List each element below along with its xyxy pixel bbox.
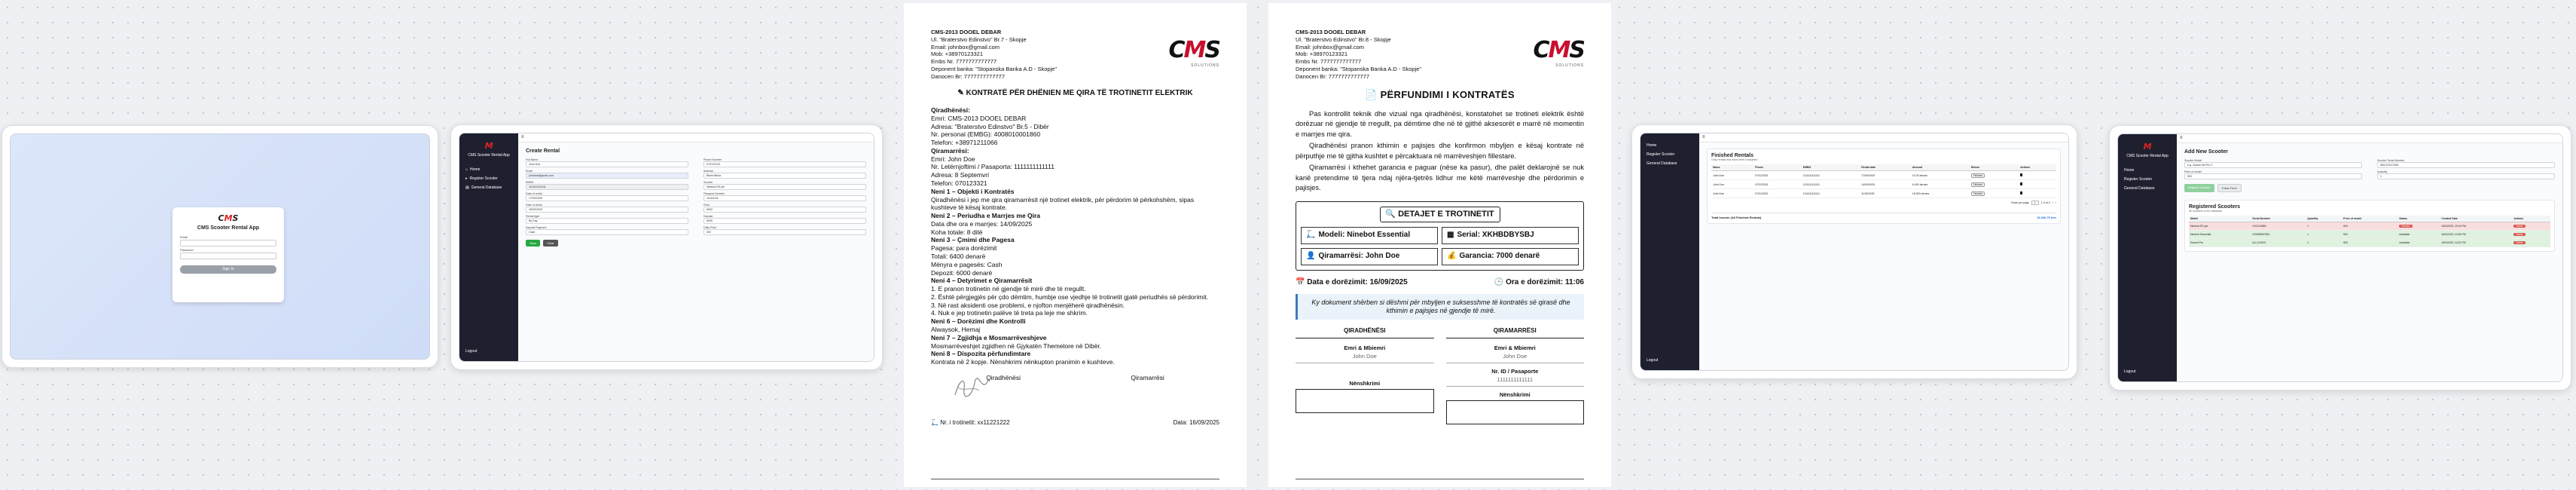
field-label: Deposit [704, 215, 713, 218]
login-card [172, 207, 284, 302]
table-cell: 6.400 denars [1911, 180, 1970, 189]
form-field [704, 215, 866, 224]
section-heading: Neni 1 – Objekti i Kontratës [931, 187, 1015, 195]
total-income-value: 13.400,75 den [2036, 216, 2056, 219]
next-page-icon[interactable]: › [2055, 201, 2056, 204]
form-field [526, 215, 688, 224]
contract-section [931, 317, 1219, 334]
header-line: Deponent banka: "Stopanska Banka A.D - Skopje" [931, 65, 1058, 72]
pagination: Rows per page 1 1-3 of 3 ‹ › [2011, 201, 2056, 204]
completion-note: Ky dokument shërben si dëshmi për mbyljen e suksesshme të kontratës së qirasë dhe kthimin e pajisjes në gjendje të mirë. [1296, 294, 1584, 320]
renter-field: 👤 Qiramarrësi: John Doe [1301, 248, 1438, 265]
field-label: Daily Price [704, 226, 717, 229]
form-field [704, 192, 866, 201]
header-line: Email: johnbox@gmail.com [1296, 43, 1364, 51]
panel-subtitle: Only rentals that have been completed [1711, 158, 1758, 161]
column-header: Return [1970, 164, 2019, 171]
topbar [2177, 134, 2562, 143]
trash-icon[interactable] [2020, 182, 2022, 185]
table-cell: John Doe [1711, 180, 1753, 189]
column-header: Rental date [1860, 164, 1911, 171]
topbar [518, 133, 874, 142]
finished-button[interactable]: Finished [1971, 191, 1985, 196]
total-income-row: Total Income (All Finished Rentals) 13.400,75 den [1711, 213, 2056, 219]
section-line: Depozit: 6000 denarë [931, 268, 993, 277]
column-header: Serial Number [2251, 216, 2306, 222]
finished-rentals-panel [1707, 149, 2061, 224]
section-line: Emri: CMS-2013 DOOEL DEBAR [931, 114, 1027, 122]
table-cell [2397, 231, 2440, 239]
section-heading: Neni 3 – Çmimi dhe Pagesa [931, 236, 1015, 244]
finished-rentals-table [1711, 164, 2056, 198]
logout-button[interactable]: Logout [465, 349, 478, 354]
column-header: Name [1711, 164, 1753, 171]
table-cell: 16/9/2025, 23:44 PM [2440, 222, 2512, 231]
section-line: Nr. personal (EMBG): 4008010001860 [931, 130, 1041, 139]
field-label: Date of rental [526, 192, 542, 195]
registered-scooters-panel [2184, 200, 2555, 252]
table-cell: 070123321 [1753, 180, 1802, 189]
table-cell [2512, 231, 2550, 239]
table-row [1711, 180, 2056, 189]
cms-logo: CMS [218, 213, 239, 223]
panel-title: Registered Scooters [2189, 204, 2241, 210]
table-cell [1970, 189, 2019, 198]
deposit-field: 💰 Garancia: 7000 denarë [1442, 248, 1579, 265]
completion-paragraph: Pas kontrollit teknik dhe vizual nga qiradhënësi, konstatohet se trotineti elektrik është dorëzuar në gjendje të rregullt, pa dëmtime dhe në të gjithë aksesorët e marrë në momentin e marrjes me qira. [1296, 109, 1584, 138]
add-scooter-content [2177, 143, 2562, 381]
header-line: CMS-2013 DOOEL DEBAR [931, 29, 1002, 35]
form-field [526, 204, 688, 213]
scooter-number: 🛴 Nr. i trotinetit: xx11221222 [931, 418, 1010, 426]
lessor-signature-label: Qiradhënësi [986, 373, 1021, 381]
form-field [526, 192, 688, 201]
scooters-table [2189, 216, 2550, 247]
field-input[interactable]: 070123123 [704, 161, 866, 167]
field-input[interactable]: Ninebot ES ple [704, 184, 866, 190]
table-cell [2397, 222, 2440, 231]
section-heading: Neni 4 – Detyrimet e Qiramarrësit [931, 277, 1033, 285]
header-line: Deponent banka: "Stopanska Banka A.D - Skopje" [1296, 65, 1422, 72]
section-heading: Qiramarrësi: [931, 146, 969, 155]
menu-icon[interactable]: ≡ [2180, 136, 2183, 140]
sidebar-item-register-scooter[interactable]: Register Scooter [2124, 177, 2153, 182]
table-cell: 1 [2306, 239, 2342, 247]
signin-button[interactable]: Sign In [180, 265, 276, 274]
contract-footer [931, 419, 1219, 427]
email-label: Email [180, 235, 188, 239]
section-line: Adresa: "Braterstvo Edinstvo" Br.5 - Dibër [931, 122, 1049, 130]
contract-section [931, 350, 1219, 366]
form-field [526, 158, 688, 167]
table-cell: 500 [2342, 239, 2397, 247]
field-label: Price of model [2184, 170, 2202, 173]
table-cell: John Doe [1711, 189, 1753, 198]
table-cell: 500 [2342, 222, 2397, 231]
section-line: 1. E pranon trotinetin në gjendje të mirë dhe të rregullt. [931, 285, 1086, 293]
prev-page-icon[interactable]: ‹ [2052, 201, 2053, 204]
sidebar-item-home[interactable]: Home [2124, 168, 2135, 173]
section-line: Pagesa: para dorëzimit [931, 244, 997, 253]
sidebar-title: CMS Scooter Rental App [2126, 154, 2169, 158]
field-label: Address [704, 170, 714, 173]
table-cell: 14/09/2025 [1860, 180, 1911, 189]
rental-fields [526, 158, 866, 235]
field-label: Phone Number [704, 158, 722, 161]
form-field [2377, 170, 2555, 179]
column-header: Actions [2019, 164, 2056, 171]
form-field [526, 181, 688, 190]
sidebar-item-home[interactable]: Home [1647, 143, 1657, 148]
panel-subtitle: All scooters in the database [2189, 210, 2223, 213]
field-input[interactable]: ABC123XYZ89 [2377, 162, 2555, 168]
details-heading: 🔍 DETAJET E TROTINETIT [1380, 207, 1500, 223]
return-date: 📅 Data e dorëzimit: 16/09/2025 [1296, 277, 1408, 286]
form-field [2184, 170, 2362, 179]
table-cell: 1111111111111 [1802, 180, 1860, 189]
header-line: Embs Nr. 7777777777777 [931, 58, 997, 65]
table-cell [1970, 180, 2019, 189]
create-rental-form [518, 142, 874, 361]
trash-icon[interactable] [2020, 191, 2022, 194]
serial-field: ▦ Serial: XKHBDBYSBJ [1442, 227, 1579, 244]
sidebar-item-general-database[interactable]: General Database [2124, 186, 2155, 191]
table-row [1711, 171, 2056, 180]
page-size-select[interactable]: 1 [2031, 201, 2039, 205]
contract-section [931, 188, 1219, 212]
sidebar-title: CMS Scooter Rental App [468, 153, 510, 158]
table-cell: John Doe [1711, 171, 1753, 180]
logo-subtitle: SOLUTIONS [1191, 63, 1219, 68]
table-cell [2512, 239, 2550, 247]
contract-section [931, 334, 1219, 351]
form-field [526, 226, 688, 235]
finished-button[interactable]: Finished [1971, 173, 1985, 178]
add-scooter-screen [2109, 125, 2571, 390]
menu-icon[interactable]: ≡ [1702, 135, 1705, 139]
section-heading: Neni 7 – Zgjidhja e Mosmarrëveshjeve [931, 333, 1047, 341]
scooter-icon: ▸ [465, 176, 468, 181]
status-badge: Rented [2399, 225, 2412, 228]
renter-signature-box [1446, 400, 1585, 424]
table-cell [2512, 222, 2550, 231]
table-cell: 1 [2306, 231, 2342, 239]
column-header: Amount [1911, 164, 1970, 171]
contract-body [931, 106, 1219, 366]
table-cell: 070123321 [1753, 171, 1802, 180]
table-cell [2019, 189, 2056, 198]
scooter-icon: 🛴 [1306, 231, 1316, 240]
header-line: CMS-2013 DOOEL DEBAR [1296, 29, 1366, 35]
field-input[interactable]: 500 [704, 229, 866, 235]
section-heading: Neni 2 – Periudha e Marrjes me Qira [931, 212, 1041, 220]
section-heading: Neni 6 – Dorëzimi dhe Kontrolli [931, 317, 1026, 326]
column-header: Quantity [2306, 216, 2342, 222]
section-line: Nr. Letërnjoftimi / Pasaporta: 1111111111111 [931, 163, 1055, 171]
sidebar [2118, 134, 2177, 381]
topbar [1699, 133, 2068, 142]
scooter-fields [2184, 159, 2555, 179]
finished-rentals-screen [1631, 124, 2077, 379]
create-rental-screen [450, 124, 883, 370]
password-input[interactable] [180, 253, 276, 259]
section-line: Mënyra e pagesës: Cash [931, 260, 1003, 268]
section-line: Adresa: 8 Septemvri [931, 171, 990, 179]
status-badge: Available [2399, 241, 2410, 244]
renter-column: QIRAMARRËSI Emri & Mbiemri John Doe Nr. ID / Pasaporte 1111111111111 Nënshkrimi [1446, 327, 1585, 424]
table-cell: 500 [2342, 231, 2397, 239]
form-field [704, 158, 866, 167]
table-cell: ALL12GEN [2251, 239, 2306, 247]
column-header: Phone [1753, 164, 1802, 171]
cms-logo: CMS [1533, 37, 1584, 63]
header-line: Mob: +38970123321 [1296, 51, 1348, 58]
table-cell: 070123321 [1753, 189, 1802, 198]
email-input[interactable] [180, 240, 276, 247]
handwritten-signature [949, 372, 994, 403]
form-field [2184, 159, 2362, 168]
form-field [704, 226, 866, 235]
money-icon: 💰 [1447, 252, 1457, 261]
section-heading: Neni 8 – Dispozita përfundimtare [931, 350, 1031, 358]
form-field [704, 170, 866, 179]
field-input[interactable]: Bitola Bitola [704, 173, 866, 179]
status-badge: Available [2399, 233, 2410, 236]
field-label: Passport Number [704, 192, 725, 195]
contract-completion-document [1268, 3, 1611, 487]
person-icon: 👤 [1306, 252, 1316, 261]
sidebar-item-general-database[interactable]: General Database [1647, 161, 1677, 166]
table-cell: 11/09/2025 [1860, 189, 1911, 198]
table-row [1711, 189, 2056, 198]
header-line: Danocen Br: 7777777777777 [1296, 72, 1369, 80]
panel-title: Finished Rentals [1711, 153, 1754, 158]
section-line: Koha totale: 8 ditë [931, 228, 983, 236]
field-label: Quantity [2377, 170, 2388, 173]
table-cell: XX2134589 [2251, 222, 2306, 231]
field-input[interactable]: 500 [2184, 173, 2362, 179]
field-input[interactable]: 17/09/2025 [526, 195, 688, 201]
header-line: Mob: +38970123321 [931, 51, 984, 58]
column-header: Status [2397, 216, 2440, 222]
section-line: 4. Nuk e jep trotinetin palëve të treta pa leje me shkrim. [931, 309, 1088, 317]
header-line: Ul. "Braterstvo Edinstvo" Br.8 - Skopje [1296, 35, 1391, 43]
cms-logo: CMS [478, 141, 499, 151]
table-cell: Ninebot ES ple [2189, 222, 2251, 231]
logout-button[interactable]: Logout [2124, 369, 2136, 374]
field-input[interactable]: John Doe [526, 161, 688, 167]
table-cell: 11.00 denars [1911, 171, 1970, 180]
field-input[interactable]: 111111111 [704, 195, 866, 201]
page-title: Add New Scooter [2184, 149, 2228, 155]
barcode-icon: ▦ [1447, 231, 1454, 240]
login-app-title: CMS Scooter Rental App [197, 225, 260, 231]
section-line: Data dhe ora e marrjes: 14/09/2025 [931, 219, 1033, 228]
form-field [526, 170, 688, 179]
cms-logo: CMS [2137, 142, 2158, 152]
password-label: Password [180, 248, 194, 252]
section-line: 3. Në rast aksidenti ose problemi, e njofton menjëherë qiradhënësin. [931, 301, 1125, 309]
field-input[interactable]: 1 [2377, 173, 2555, 179]
contract-section [931, 147, 1219, 188]
table-cell: 16/9/2025, 11:52 PM [2440, 239, 2512, 247]
field-input[interactable]: By Day [526, 218, 688, 224]
save-button[interactable]: Save [526, 240, 540, 247]
table-cell: 1 [2306, 222, 2342, 231]
model-field: 🛴 Modeli: Ninebot Essential [1301, 227, 1438, 244]
column-header: EMBG [1802, 164, 1860, 171]
column-header: Created Date [2440, 216, 2512, 222]
menu-icon[interactable]: ≡ [521, 135, 524, 139]
return-datetime [1296, 278, 1584, 288]
table-cell: Ninebot Essential [2189, 231, 2251, 239]
sidebar-item-register-scooter[interactable]: ▸ Register Scooter [465, 176, 498, 181]
field-label: Email [526, 170, 533, 173]
trash-icon[interactable] [2020, 173, 2022, 176]
renter-signature-label: Qiramarrësi [1131, 373, 1164, 381]
table-cell: 17/09/2025 [1860, 171, 1911, 180]
scooter-details-box [1296, 201, 1584, 271]
form-field [704, 204, 866, 213]
login-screen [2, 125, 438, 368]
table-cell [1970, 171, 2019, 180]
header-line: Embs Nr. 7777777777777 [1296, 58, 1362, 65]
finished-button[interactable]: Finished [1971, 182, 1985, 187]
finished-rentals-content [1699, 142, 2068, 370]
return-time: 🕒 Ora e dorëzimit: 11:06 [1494, 277, 1584, 286]
table-cell: 18.000 denars [1911, 189, 1970, 198]
delete-button[interactable]: Delete [2513, 241, 2525, 244]
table-cell [2397, 239, 2440, 247]
table-cell: XKHBDBYSBJ [2251, 231, 2306, 239]
sidebar-item-register-scooter[interactable]: Register Scooter [1647, 152, 1675, 157]
table-row [2189, 231, 2550, 239]
field-input[interactable]: e.g. Xiaomi M4 Pro 2 [2184, 162, 2362, 168]
field-input[interactable]: 1111111111111 [526, 184, 688, 190]
field-label: Price [704, 204, 710, 207]
rental-contract-document [904, 3, 1247, 487]
header-line: Email: johnbox@gmail.com [931, 43, 1000, 51]
clear-button[interactable]: Clear [543, 240, 558, 247]
database-icon: ▤ [465, 185, 469, 190]
table-row [2189, 239, 2550, 247]
table-cell [2019, 180, 2056, 189]
contract-title: ✎ KONTRATË PËR DHËNIEN ME QIRA TË TROTINETIT ELEKTRIK [957, 89, 1193, 98]
field-label: EMBG [526, 181, 534, 184]
section-line: Totali: 6400 denarë [931, 253, 986, 260]
field-input[interactable]: 6000 [704, 207, 866, 213]
section-line: Qiradhënësi i jep me qira qiramarrësit një trotinet elektrik, për përdorim të përkohshëm, sipas kushteve të kësaj kontrate. [931, 195, 1195, 212]
column-header: Price of model [2342, 216, 2397, 222]
table-cell: Xiaomi Pro [2189, 239, 2251, 247]
clear-form-button[interactable]: Clear Form [2217, 184, 2242, 192]
contract-section [931, 212, 1219, 236]
field-input[interactable]: johndoe@gmail.com [526, 173, 688, 179]
table-cell [2019, 171, 2056, 180]
cms-logo: CMS [1168, 37, 1219, 63]
contract-section [931, 236, 1219, 277]
home-icon: ⌂ [465, 167, 469, 172]
field-label: Scooter [704, 181, 713, 184]
field-label: Deposit Payment [526, 226, 547, 229]
table-cell: 16/9/2025, 11:56 PM [2440, 231, 2512, 239]
table-row [2189, 222, 2550, 231]
section-line: Kontrata në 2 kopje. Nënshkrimi nënkupton pranimin e kushteve. [931, 358, 1115, 366]
lessor-signature-box [1296, 389, 1434, 413]
completion-title: 📄 PËRFUNDIMI I KONTRATËS [1365, 89, 1515, 101]
lessor-column: QIRADHËNËSI Emri & Mbiemri John Doe Nënshkrimi [1296, 327, 1434, 424]
section-line: Telefon: +38971211066 [931, 139, 998, 147]
field-label: Scooter Serial Number [2377, 159, 2405, 162]
column-header: Actions [2512, 216, 2550, 222]
delete-button[interactable]: Delete [2513, 225, 2525, 228]
field-label: Rental type [526, 215, 540, 218]
field-input[interactable]: 18/09/2025 [526, 207, 688, 213]
form-field [704, 181, 866, 190]
logout-button[interactable]: Logout [1647, 358, 1659, 363]
section-line: 2. Është përgjegjës për çdo dëmtim, humbje ose vjedhje të trotinetit gjatë periudhës së përdorimit. [931, 292, 1209, 301]
column-header: Model [2189, 216, 2251, 222]
register-scooter-button[interactable]: Register Scooter [2184, 184, 2214, 192]
field-label: Scooter Model [2184, 159, 2202, 162]
field-input[interactable]: Cash [526, 229, 688, 235]
field-input[interactable]: 6000 [704, 218, 866, 224]
field-label: Full Name [526, 158, 539, 161]
section-line: Emri: John Doe [931, 155, 975, 163]
sidebar [1641, 133, 1699, 370]
section-heading: Qiradhënësi: [931, 106, 970, 114]
sidebar-item-home[interactable]: ⌂ Home [465, 167, 481, 172]
page-title: Create Rental [526, 149, 560, 154]
table-cell: 1111111111111 [1802, 171, 1860, 180]
header-line: Ul. "Braterstvo Edinstvo" Br.7 - Skopje [931, 35, 1027, 43]
header-line: Danocen Br: 7777777777777 [931, 72, 1005, 80]
table-cell: 1111111111111 [1802, 189, 1860, 198]
contract-section [931, 106, 1219, 147]
completion-paragraph: Qiradhënësi pranon kthimin e pajisjes dhe konfirmon mbyljen e kësaj kontrate në përputhje me të gjitha kushtet e përcaktuara në marrëveshjen fillestare. [1296, 142, 1584, 160]
contract-date: Data: 16/09/2025 [1173, 418, 1219, 426]
field-label: Date of return [526, 204, 542, 207]
section-line: Alwaysok, Hemaj [931, 326, 981, 334]
contract-section [931, 277, 1219, 317]
form-field [2377, 159, 2555, 168]
completion-paragraph: Qiramarrësi i kthehet garancia e paguar (nëse ka pasur), dhe palët deklarojnë se nuk kanë pretendime të tjera ndaj njëra-tjetrës lidhur me këtë marrëveshje dhe përdorimin e pajisjes. [1296, 164, 1584, 192]
login-background [10, 133, 430, 360]
signature-columns [1296, 327, 1584, 424]
sidebar-item-general-database[interactable]: ▤ General Database [465, 185, 502, 190]
section-line: Telefon: 070123321 [931, 179, 987, 187]
logo-subtitle: SOLUTIONS [1555, 63, 1584, 68]
sidebar [459, 133, 518, 361]
delete-button[interactable]: Delete [2513, 233, 2525, 236]
section-line: Mosmarrëveshjet zgjidhen në Gjykatën Themelore në Dibër. [931, 341, 1102, 350]
